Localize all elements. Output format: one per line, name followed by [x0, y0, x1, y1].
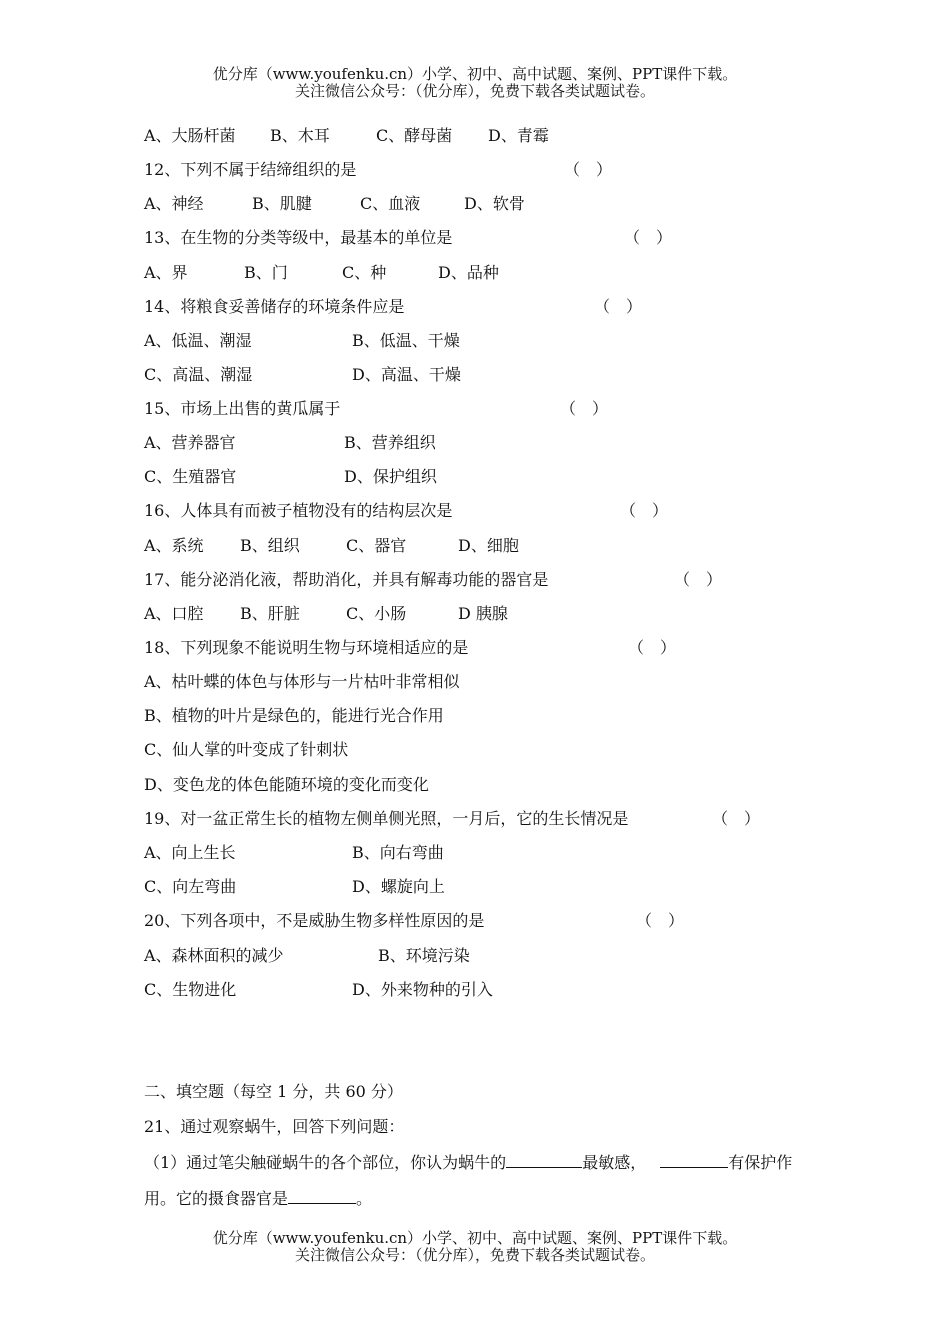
- q20-stem-line: [144, 911, 685, 931]
- q11-option-a: A、大肠杆菌: [144, 126, 236, 145]
- q12-option-b: B、肌腱: [252, 194, 312, 213]
- q18-stem-line: [144, 638, 677, 658]
- q16-stem-line: [144, 501, 669, 521]
- q15-option-a: A、营养器官: [144, 433, 236, 452]
- q16-stem: 16、人体具有而被子植物没有的结构层次是: [144, 501, 453, 520]
- q20-option-d: D、外来物种的引入: [352, 980, 493, 999]
- q21-part1-line1: [144, 1151, 792, 1173]
- page-header: [0, 66, 950, 100]
- footer-line-1: 优分库（www.youfenku.cn）小学、初中、高中试题、案例、PPT课件下载。: [212, 1229, 738, 1247]
- q12-option-a: A、神经: [144, 194, 204, 213]
- page-footer: [0, 1230, 950, 1264]
- q19-option-b: B、向右弯曲: [352, 843, 444, 862]
- q18-option-c: C、仙人掌的叶变成了针刺状: [144, 740, 349, 759]
- q15-answer-paren: （ ）: [560, 399, 609, 418]
- q14-option-b: B、低温、干燥: [352, 331, 460, 350]
- q16-option-b: B、组织: [240, 536, 300, 555]
- q16-option-d: D、细胞: [458, 536, 519, 555]
- header-line-2: 关注微信公众号：（优分库），免费下载各类试题试卷。: [294, 82, 655, 100]
- q18-answer-paren: （ ）: [628, 638, 677, 657]
- q15-option-c: C、生殖器官: [144, 467, 237, 486]
- q13-option-d: D、品种: [438, 263, 499, 282]
- q16-option-a: A、系统: [144, 536, 204, 555]
- q12-option-d: D、软骨: [464, 194, 525, 213]
- q19-answer-paren: （ ）: [712, 809, 761, 828]
- fill-blank-1[interactable]: [506, 1151, 582, 1168]
- q16-option-c: C、器官: [346, 536, 407, 555]
- q13-answer-paren: （ ）: [624, 228, 673, 247]
- q19-option-c: C、向左弯曲: [144, 877, 237, 896]
- q21-p2-prefix: 用。它的摄食器官是: [144, 1189, 289, 1208]
- q11-option-b: B、木耳: [270, 126, 330, 145]
- q16-answer-paren: （ ）: [620, 501, 669, 520]
- q15-stem: 15、市场上出售的黄瓜属于: [144, 399, 341, 418]
- q19-stem-line: [144, 809, 761, 829]
- q20-option-a: A、森林面积的减少: [144, 946, 284, 965]
- q14-option-d: D、高温、干燥: [352, 365, 461, 384]
- q11-option-d: D、青霉: [488, 126, 549, 145]
- q17-option-b: B、肝脏: [240, 604, 300, 623]
- q13-stem: 13、在生物的分类等级中，最基本的单位是: [144, 228, 453, 247]
- q18-option-b: B、植物的叶片是绿色的，能进行光合作用: [144, 706, 444, 725]
- q17-stem-line: [144, 570, 723, 590]
- q20-option-c: C、生物进化: [144, 980, 237, 999]
- footer-line-2: 关注微信公众号：（优分库），免费下载各类试题试卷。: [294, 1246, 655, 1264]
- q21-p2-suffix: 。: [356, 1189, 373, 1208]
- q14-answer-paren: （ ）: [594, 297, 643, 316]
- q21-p1-mid: 最敏感，: [582, 1153, 647, 1172]
- q17-option-c: C、小肠: [346, 604, 407, 623]
- q21-p1-prefix: （1）通过笔尖触碰蜗牛的各个部位，你认为蜗牛的: [144, 1153, 507, 1172]
- q18-option-a: A、枯叶蝶的体色与体形与一片枯叶非常相似: [144, 672, 460, 691]
- q17-answer-paren: （ ）: [674, 570, 723, 589]
- q13-option-b: B、门: [244, 263, 288, 282]
- q19-stem: 19、对一盆正常生长的植物左侧单侧光照，一月后，它的生长情况是: [144, 809, 629, 828]
- q21-stem: 21、通过观察蜗牛，回答下列问题：: [144, 1117, 405, 1136]
- q17-stem: 17、能分泌消化液，帮助消化，并具有解毒功能的器官是: [144, 570, 549, 589]
- q14-stem-line: [144, 297, 643, 317]
- q13-option-a: A、界: [144, 263, 188, 282]
- q12-stem: 12、下列不属于结缔组织的是: [144, 160, 357, 179]
- section-title: 二、填空题（每空 1 分，共 60 分）: [144, 1082, 403, 1101]
- q19-option-a: A、向上生长: [144, 843, 236, 862]
- q21-p1-suffix: 有保护作: [728, 1153, 793, 1172]
- q13-stem-line: [144, 228, 673, 248]
- fill-blank-3[interactable]: [288, 1187, 356, 1204]
- q12-stem-line: [144, 160, 613, 180]
- q12-answer-paren: （ ）: [564, 160, 613, 179]
- q15-stem-line: [144, 399, 609, 419]
- q15-option-d: D、保护组织: [344, 467, 437, 486]
- q17-option-d: D 胰腺: [458, 604, 508, 623]
- fill-blank-2[interactable]: [660, 1151, 728, 1168]
- q20-stem: 20、下列各项中，不是威胁生物多样性原因的是: [144, 911, 485, 930]
- q14-option-a: A、低温、潮湿: [144, 331, 252, 350]
- q20-option-b: B、环境污染: [378, 946, 470, 965]
- q13-option-c: C、种: [342, 263, 387, 282]
- q21-part1-line2: [144, 1187, 372, 1209]
- q15-option-b: B、营养组织: [344, 433, 436, 452]
- q17-option-a: A、口腔: [144, 604, 204, 623]
- q14-stem: 14、将粮食妥善储存的环境条件应是: [144, 297, 405, 316]
- q19-option-d: D、螺旋向上: [352, 877, 445, 896]
- q14-option-c: C、高温、潮湿: [144, 365, 253, 384]
- q18-option-d: D、变色龙的体色能随环境的变化而变化: [144, 775, 429, 794]
- q20-answer-paren: （ ）: [636, 911, 685, 930]
- header-line-1: 优分库（www.youfenku.cn）小学、初中、高中试题、案例、PPT课件下载。: [212, 65, 738, 83]
- q11-option-c: C、酵母菌: [376, 126, 453, 145]
- q12-option-c: C、血液: [360, 194, 421, 213]
- q18-stem: 18、下列现象不能说明生物与环境相适应的是: [144, 638, 469, 657]
